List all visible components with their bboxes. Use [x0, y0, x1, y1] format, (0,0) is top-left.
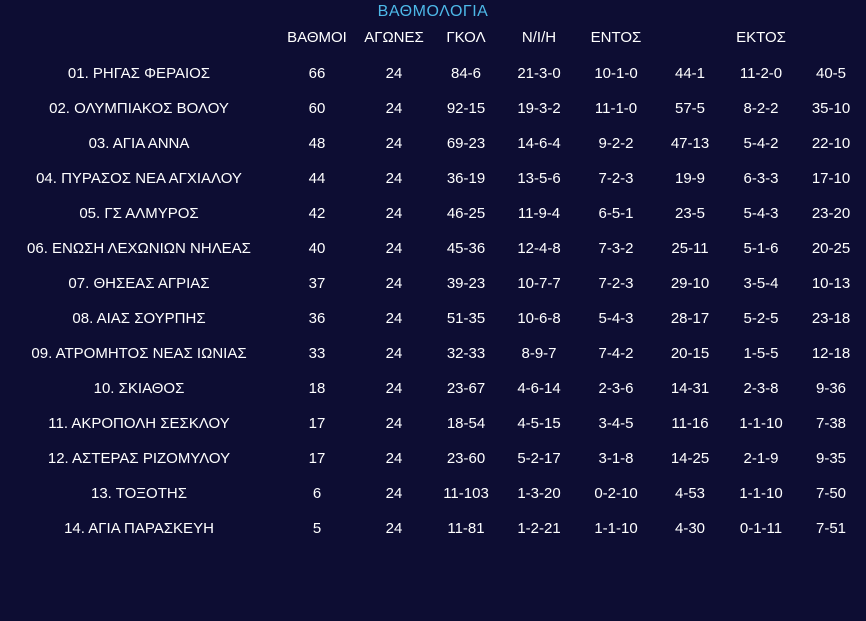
cell-away: 5-4-3: [743, 205, 779, 222]
cell-away-goals: 23-20: [811, 205, 851, 222]
cell-goals: 18-54: [446, 415, 486, 432]
cell-team: 02. ΟΛΥΜΠΙΑΚΟΣ ΒΟΛΟΥ: [49, 100, 229, 117]
cell-games: 24: [385, 345, 403, 362]
cell-team: 01. ΡΗΓΑΣ ΦΕΡΑΙΟΣ: [67, 65, 211, 82]
cell-points: 66: [308, 65, 326, 82]
cell-goals: 84-6: [450, 65, 482, 82]
cell-away: 5-4-2: [743, 135, 779, 152]
table-row: [0, 231, 866, 266]
cell-away: 1-1-10: [739, 415, 783, 432]
cell-away: 5-2-5: [743, 310, 779, 327]
cell-points: 33: [308, 345, 326, 362]
cell-goals: 46-25: [446, 205, 486, 222]
standings-table: [0, 23, 866, 546]
cell-games: 24: [385, 380, 403, 397]
cell-home-goals: 4-30: [674, 520, 706, 537]
cell-away-goals: 12-18: [811, 345, 851, 362]
cell-home-goals: 25-11: [671, 240, 709, 257]
cell-points: 17: [308, 415, 326, 432]
cell-team: 07. ΘΗΣΕΑΣ ΑΓΡΙΑΣ: [68, 275, 210, 292]
cell-games: 24: [385, 135, 403, 152]
table-row: [0, 196, 866, 231]
cell-wdl: 1-2-21: [517, 520, 561, 537]
cell-team: 04. ΠΥΡΑΣΟΣ ΝΕΑ ΑΓΧΙΑΛΟΥ: [36, 170, 242, 187]
cell-wdl: 4-6-14: [517, 380, 561, 397]
cell-goals: 23-67: [446, 380, 486, 397]
cell-games: 24: [385, 520, 403, 537]
cell-away: 1-5-5: [743, 345, 779, 362]
cell-away-goals: 17-10: [811, 170, 851, 187]
cell-games: 24: [385, 240, 403, 257]
cell-away-goals: 7-50: [815, 485, 847, 502]
cell-home: 5-4-3: [598, 310, 634, 327]
cell-games: 24: [385, 275, 403, 292]
cell-goals: 32-33: [446, 345, 486, 362]
table-row: [0, 476, 866, 511]
cell-away-goals: 10-13: [811, 275, 851, 292]
cell-team: 14. ΑΓΙΑ ΠΑΡΑΣΚΕΥΗ: [64, 520, 214, 537]
cell-team: 12. ΑΣΤΕΡΑΣ ΡΙΖΟΜΥΛΟΥ: [47, 450, 231, 467]
table-row: [0, 336, 866, 371]
cell-wdl: 11-9-4: [517, 205, 561, 222]
cell-away: 1-1-10: [739, 485, 783, 502]
cell-wdl: 8-9-7: [521, 345, 557, 362]
cell-team: 11. ΑΚΡΟΠΟΛΗ ΣΕΣΚΛΟΥ: [48, 415, 230, 432]
cell-away-goals: 23-18: [811, 310, 851, 327]
cell-team: 06. ΕΝΩΣΗ ΛΕΧΩΝΙΩΝ ΝΗΛΕΑΣ: [27, 240, 251, 257]
cell-home-goals: 4-53: [674, 485, 706, 502]
cell-home: 11-1-0: [594, 100, 638, 117]
cell-goals: 45-36: [446, 240, 486, 257]
cell-away-goals: 20-25: [811, 240, 851, 257]
cell-away: 2-3-8: [743, 380, 779, 397]
cell-home-goals: 19-9: [674, 170, 706, 187]
cell-away: 2-1-9: [743, 450, 779, 467]
column-header-away-goals: [796, 23, 866, 56]
table-row: [0, 266, 866, 301]
cell-home: 7-3-2: [598, 240, 634, 257]
cell-team: 03. ΑΓΙΑ ΑΝΝΑ: [88, 135, 190, 152]
cell-goals: 11-81: [447, 520, 485, 537]
cell-points: 37: [308, 275, 326, 292]
cell-home-goals: 14-31: [670, 380, 710, 397]
cell-away-goals: 9-35: [815, 450, 847, 467]
table-row: [0, 126, 866, 161]
cell-goals: 69-23: [446, 135, 486, 152]
cell-wdl: 1-3-20: [517, 485, 561, 502]
cell-goals: 11-103: [443, 485, 489, 502]
column-header-away: ΕΚΤΟΣ: [736, 29, 786, 46]
table-header: [0, 23, 866, 56]
cell-home-goals: 23-5: [674, 205, 706, 222]
cell-away-goals: 7-38: [815, 415, 847, 432]
cell-wdl: 14-6-4: [517, 135, 561, 152]
table-row: [0, 161, 866, 196]
cell-points: 40: [308, 240, 326, 257]
cell-home-goals: 11-16: [671, 415, 709, 432]
cell-games: 24: [385, 205, 403, 222]
cell-home: 7-4-2: [598, 345, 634, 362]
page-title: ΒΑΘΜΟΛΟΓΙΑ: [377, 3, 489, 20]
cell-home-goals: 28-17: [670, 310, 710, 327]
cell-home: 7-2-3: [598, 170, 634, 187]
cell-away-goals: 40-5: [815, 65, 847, 82]
cell-away-goals: 7-51: [815, 520, 847, 537]
cell-away: 5-1-6: [743, 240, 779, 257]
cell-goals: 39-23: [446, 275, 486, 292]
cell-home: 3-1-8: [598, 450, 634, 467]
column-header-games: ΑΓΩΝΕΣ: [364, 29, 424, 46]
cell-home: 1-1-10: [594, 520, 638, 537]
cell-points: 5: [312, 520, 322, 537]
cell-home: 3-4-5: [598, 415, 634, 432]
cell-wdl: 21-3-0: [517, 65, 561, 82]
cell-away: 0-1-11: [739, 520, 783, 537]
cell-team: 10. ΣΚΙΑΘΟΣ: [93, 380, 185, 397]
table-row: [0, 371, 866, 406]
cell-home: 9-2-2: [598, 135, 634, 152]
cell-points: 17: [308, 450, 326, 467]
column-header-team: [0, 23, 278, 56]
column-header-points: ΒΑΘΜΟΙ: [287, 29, 347, 46]
cell-points: 44: [308, 170, 326, 187]
column-header-wdl: Ν/Ι/Η: [521, 29, 557, 46]
cell-away: 3-5-4: [743, 275, 779, 292]
cell-games: 24: [385, 65, 403, 82]
cell-away: 8-2-2: [743, 100, 779, 117]
table-row: [0, 406, 866, 441]
cell-home-goals: 14-25: [670, 450, 710, 467]
cell-home-goals: 47-13: [670, 135, 710, 152]
cell-wdl: 5-2-17: [517, 450, 561, 467]
cell-goals: 23-60: [446, 450, 486, 467]
cell-goals: 36-19: [446, 170, 486, 187]
cell-away: 11-2-0: [739, 65, 783, 82]
cell-wdl: 4-5-15: [517, 415, 561, 432]
cell-wdl: 10-7-7: [517, 275, 561, 292]
cell-home: 6-5-1: [598, 205, 634, 222]
table-row: [0, 511, 866, 546]
cell-goals: 51-35: [446, 310, 486, 327]
column-header-home: ΕΝΤΟΣ: [590, 29, 642, 46]
table-row: [0, 91, 866, 126]
cell-points: 36: [308, 310, 326, 327]
cell-games: 24: [385, 485, 403, 502]
cell-points: 48: [308, 135, 326, 152]
cell-team: 08. ΑΙΑΣ ΣΟΥΡΠΗΣ: [72, 310, 206, 327]
table-row: [0, 441, 866, 476]
table-row: [0, 56, 866, 91]
cell-away: 6-3-3: [743, 170, 779, 187]
cell-home: 10-1-0: [594, 65, 638, 82]
header-row: [0, 23, 866, 56]
cell-points: 42: [308, 205, 326, 222]
cell-home: 7-2-3: [598, 275, 634, 292]
cell-games: 24: [385, 170, 403, 187]
table-body: [0, 56, 866, 546]
cell-team: 13. ΤΟΞΟΤΗΣ: [91, 485, 187, 502]
cell-wdl: 12-4-8: [517, 240, 561, 257]
cell-home-goals: 20-15: [670, 345, 710, 362]
cell-wdl: 13-5-6: [517, 170, 561, 187]
table-row: [0, 301, 866, 336]
cell-points: 18: [308, 380, 326, 397]
cell-home-goals: 57-5: [674, 100, 706, 117]
cell-games: 24: [385, 310, 403, 327]
cell-wdl: 19-3-2: [517, 100, 561, 117]
cell-away-goals: 22-10: [811, 135, 851, 152]
cell-away-goals: 9-36: [815, 380, 847, 397]
column-header-goals: ΓΚΟΛ: [446, 29, 486, 46]
cell-home-goals: 29-10: [670, 275, 710, 292]
column-header-home-goals: [654, 23, 726, 56]
cell-home: 2-3-6: [598, 380, 634, 397]
cell-games: 24: [385, 450, 403, 467]
cell-team: 05. ΓΣ ΑΛΜΥΡΟΣ: [79, 205, 199, 222]
cell-points: 60: [308, 100, 326, 117]
cell-team: 09. ΑΤΡΟΜΗΤΟΣ ΝΕΑΣ ΙΩΝΙΑΣ: [31, 345, 247, 362]
cell-away-goals: 35-10: [811, 100, 851, 117]
cell-points: 6: [312, 485, 322, 502]
cell-games: 24: [385, 100, 403, 117]
cell-home-goals: 44-1: [674, 65, 706, 82]
cell-games: 24: [385, 415, 403, 432]
cell-home: 0-2-10: [594, 485, 638, 502]
cell-wdl: 10-6-8: [517, 310, 561, 327]
cell-goals: 92-15: [446, 100, 486, 117]
